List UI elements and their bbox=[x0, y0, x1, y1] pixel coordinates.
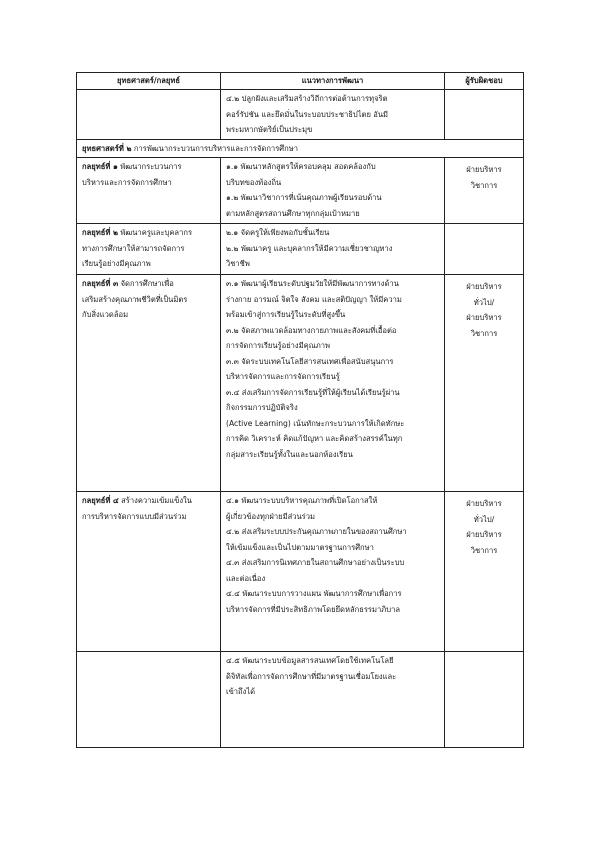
guideline-line: ดิจิทัลเพื่อการจัดการศึกษาที่มีมาตรฐานเชื่อมโยงและ bbox=[226, 671, 397, 681]
guideline-line: ๓.๒ จัดสภาพแวดล้อมทางกายภาพและสังคมที่เอื้อต่อ bbox=[226, 325, 397, 335]
strategy-text-line: การบริหารจัดการแบบมีส่วนร่วม bbox=[82, 511, 187, 521]
strategy-label: กลยุทธ์ที่ ๓ bbox=[82, 279, 119, 288]
strategy-text-line: บริหารและการจัดการศึกษา bbox=[82, 177, 172, 187]
guideline-line: ๒.๑ จัดครูให้เพียงพอกับชั้นเรียน bbox=[226, 228, 330, 237]
header-responsible: ผู้รับผิดชอบ bbox=[445, 73, 524, 90]
guideline-cell bbox=[221, 275, 445, 492]
strategy-text-line: จัดการศึกษาเพื่อ bbox=[120, 279, 174, 288]
guideline-line: (Active Learning) เน้นทักษะกระบวนการให้เกิดทักษะ bbox=[226, 418, 405, 428]
responsible-line: ทั่วไป/ bbox=[473, 514, 495, 524]
strategy-cell bbox=[77, 652, 221, 748]
responsible-cell bbox=[445, 224, 524, 275]
guideline-line: พระมหากษัตริย์เป็นประมุข bbox=[226, 125, 313, 134]
guideline-line: วิชาชีพ bbox=[226, 259, 250, 268]
table-row bbox=[77, 158, 524, 224]
guideline-line: ร่างกาย อารมณ์ จิตใจ สังคม และสติปัญญา ให้มีความ bbox=[226, 294, 402, 304]
responsible-line: ฝ่ายบริหาร bbox=[466, 165, 502, 174]
carryover-row bbox=[77, 90, 524, 140]
strategy-cell bbox=[77, 158, 221, 224]
responsible-cell bbox=[445, 652, 524, 748]
guideline-cell bbox=[221, 158, 445, 224]
header-row bbox=[77, 73, 524, 90]
guideline-cell bbox=[221, 492, 445, 652]
responsible-line: ฝ่ายบริหาร bbox=[466, 282, 502, 291]
strategy-text-line: เสริมสร้างคุณภาพชีวิตที่เป็นมิตร bbox=[82, 294, 188, 304]
guideline-line: ๓.๓ จัดระบบเทคโนโลยีสารสนเทศเพื่อสนับสนุนการ bbox=[226, 356, 394, 366]
guideline-line: ๓.๑ พัฒนาผู้เรียนระดับปฐมวัยให้มีพัฒนาการทางด้าน bbox=[226, 279, 399, 288]
guideline-line: ๔.๕ พัฒนาระบบข้อมูลสารสนเทศโดยใช้เทคโนโลยี bbox=[226, 656, 394, 665]
guideline-line: ๔.๒ ส่งเสริมระบบประกันคุณภาพภายในของสถานศึกษา bbox=[226, 527, 407, 536]
strategy-text-line: เรียนรู้อย่างมีคุณภาพ bbox=[82, 259, 151, 268]
responsible-line: วิชาการ bbox=[470, 180, 498, 190]
table-row bbox=[77, 492, 524, 652]
strategy-cell bbox=[77, 492, 221, 652]
guideline-line: การจัดการเรียนรู้อย่างมีคุณภาพ bbox=[226, 341, 331, 350]
strategy-text-line: กับสิ่งแวดล้อม bbox=[82, 310, 129, 319]
guideline-line: คอร์รัปชัน และยึดมั่นในระบอบประชาธิปไตย อันมี bbox=[226, 109, 389, 119]
guideline-line: บริหารจัดการและการจัดการเรียนรู้ bbox=[226, 372, 340, 381]
responsible-line: ฝ่ายบริหาร bbox=[466, 530, 502, 539]
guideline-line: ตามหลักสูตรสถานศึกษาทุกกลุ่มเป้าหมาย bbox=[226, 208, 360, 218]
guideline-line: กลุ่มสาระเรียนรู้ทั้งในและนอกห้องเรียน bbox=[226, 449, 353, 459]
carryover-strategy-cell bbox=[77, 90, 221, 140]
responsible-line: ฝ่ายบริหาร bbox=[466, 499, 502, 508]
table-row bbox=[77, 275, 524, 492]
carryover-guideline-cell bbox=[221, 90, 445, 140]
strategy-title: การพัฒนากระบวนการบริหารและการจัดการศึกษา bbox=[133, 144, 298, 153]
guideline-line: บริหารจัดการที่มีประสิทธิภาพโดยยึดหลักธรรมาภิบาล bbox=[226, 604, 401, 614]
guideline-line: การคิด วิเคราะห์ คิดแก้ปัญหา และคิดสร้างสรรค์ในทุก bbox=[226, 434, 403, 443]
guideline-line: ๔.๑ พัฒนาระบบบริหารคุณภาพที่เปิดโอกาสให้ bbox=[226, 496, 378, 505]
guideline-line: บริบทของท้องถิ่น bbox=[226, 177, 282, 187]
strategy-text-line: พัฒนาครูและบุคลากร bbox=[120, 228, 193, 237]
strategy-row bbox=[77, 140, 524, 158]
guideline-line: ๓.๔ ส่งเสริมการจัดการเรียนรู้ที่ให้ผู้เรียนได้เรียนรู้ผ่าน bbox=[226, 387, 400, 397]
guideline-cell bbox=[221, 652, 445, 748]
guideline-line: เข้าถึงได้ bbox=[226, 687, 256, 696]
responsible-line: วิชาการ bbox=[470, 328, 498, 338]
strategy-text-line: พัฒนากระบวนการ bbox=[120, 162, 182, 171]
guideline-line: ๔.๔ พัฒนาระบบการวางแผน พัฒนาการศึกษาเพื่อการ bbox=[226, 589, 402, 598]
strategy-text-line: สร้างความเข้มแข็งใน bbox=[121, 496, 192, 505]
responsible-line: ทั่วไป/ bbox=[473, 297, 495, 307]
guideline-line: กิจกรรมการปฏิบัติจริง bbox=[226, 403, 298, 412]
strategy-cell bbox=[77, 224, 221, 275]
strategy-text-line: ทางการศึกษาให้สามารถจัดการ bbox=[82, 243, 185, 253]
strategy-heading bbox=[77, 140, 524, 158]
responsible-cell bbox=[445, 158, 524, 224]
strategy-label: ยุทธศาสตร์ที่ ๒ bbox=[82, 144, 132, 153]
guideline-line: ๑.๑ พัฒนาหลักสูตรให้ครอบคลุม สอดคล้องกับ bbox=[226, 162, 376, 171]
strategy-cell bbox=[77, 275, 221, 492]
table-row bbox=[77, 652, 524, 748]
responsible-cell bbox=[445, 492, 524, 652]
guideline-line: ให้เข้มแข็งและเป็นไปตามมาตรฐานการศึกษา bbox=[226, 542, 374, 552]
strategy-label: กลยุทธ์ที่ ๒ bbox=[82, 228, 118, 237]
header-guideline: แนวทางการพัฒนา bbox=[221, 73, 445, 90]
guideline-line: ๔.๒ ปลูกฝังและเสริมสร้างวิถีการต่อต้านการทุจริต bbox=[226, 94, 388, 103]
responsible-line: วิชาการ bbox=[470, 545, 498, 555]
strategy-label: กลยุทธ์ที่ ๔ bbox=[82, 496, 119, 505]
guideline-line: ๑.๒ พัฒนาวิชาการที่เน้นคุณภาพผู้เรียนรอบด้าน bbox=[226, 193, 382, 202]
guideline-line: พร้อมเข้าสู่การเรียนรู้ในระดับที่สูงขึ้น bbox=[226, 310, 346, 319]
guideline-line: ๔.๓ ส่งเสริมการนิเทศภายในสถานศึกษาอย่างเป็นระบบ bbox=[226, 558, 405, 567]
development-plan-table bbox=[76, 72, 524, 748]
carryover-responsible-cell bbox=[445, 90, 524, 140]
strategy-label: กลยุทธ์ที่ ๑ bbox=[82, 162, 118, 171]
responsible-cell bbox=[445, 275, 524, 492]
guideline-line: และต่อเนื่อง bbox=[226, 573, 266, 583]
table-row bbox=[77, 224, 524, 275]
guideline-line: ๒.๒ พัฒนาครู และบุคลากรให้มีความเชี่ยวชาญทาง bbox=[226, 243, 393, 253]
header-strategy: ยุทธศาสตร์/กลยุทธ์ bbox=[77, 73, 221, 90]
guideline-line: ผู้เกี่ยวข้องทุกฝ่ายมีส่วนร่วม bbox=[226, 511, 316, 521]
guideline-cell bbox=[221, 224, 445, 275]
responsible-line: ฝ่ายบริหาร bbox=[466, 313, 502, 322]
